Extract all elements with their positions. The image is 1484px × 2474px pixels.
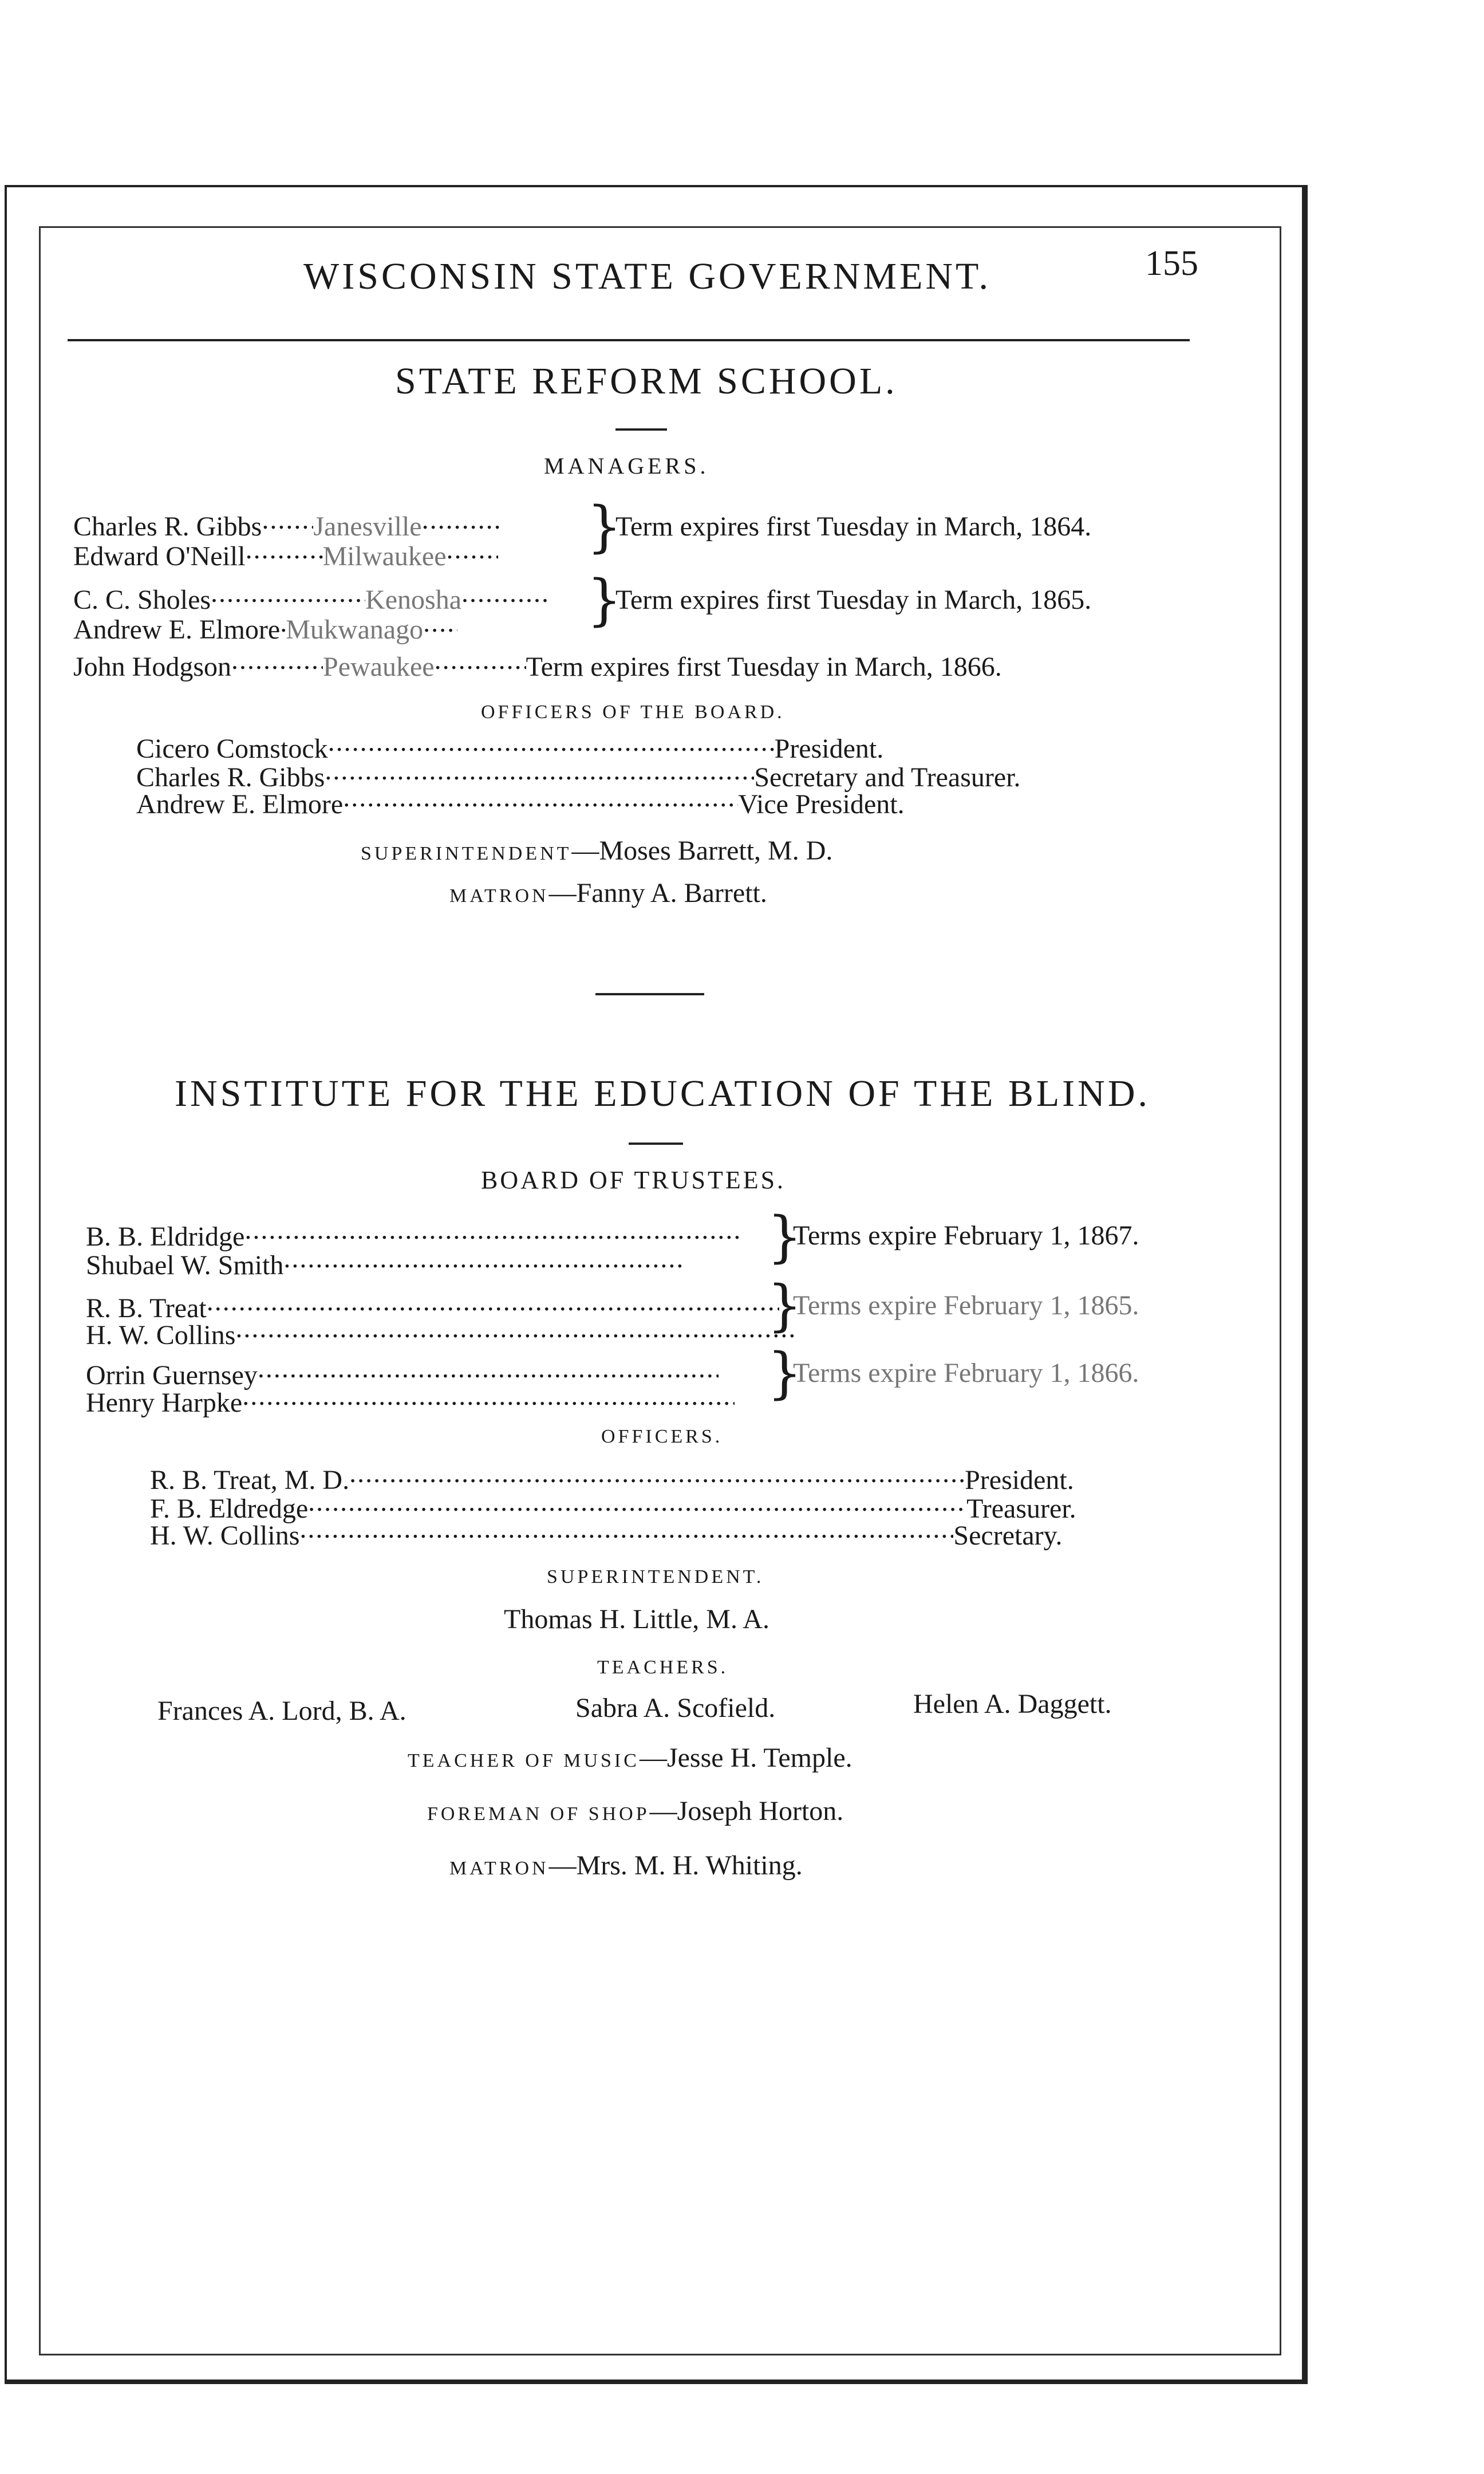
teachers-heading: TEACHERS. bbox=[597, 1657, 729, 1678]
trustee-row bbox=[86, 1243, 684, 1281]
trustee-name: Henry Harpke bbox=[86, 1388, 243, 1418]
manager-place: Mukwanago bbox=[286, 614, 424, 645]
foreman-label: FOREMAN OF SHOP bbox=[427, 1803, 650, 1825]
officer-name: Andrew E. Elmore bbox=[136, 789, 344, 820]
dot-leader bbox=[280, 607, 286, 639]
teacher-name: Helen A. Daggett. bbox=[913, 1689, 1112, 1719]
dot-leader bbox=[423, 607, 457, 639]
superintendent-label: SUPERINTENDENT bbox=[361, 843, 572, 864]
officer-title: Secretary and Treasurer. bbox=[754, 762, 1021, 793]
dot-leader bbox=[262, 504, 313, 535]
dot-leader bbox=[283, 1243, 684, 1274]
managers-heading: MANAGERS. bbox=[544, 453, 709, 479]
matron-name: —Fanny A. Barrett. bbox=[548, 878, 767, 908]
officer-title: Treasurer. bbox=[966, 1494, 1076, 1524]
dot-leader bbox=[231, 644, 323, 676]
manager-place: Janesville bbox=[313, 511, 422, 542]
officer-title: Vice President. bbox=[738, 789, 905, 820]
term-note: Term expires first Tuesday in March, 1864. bbox=[615, 511, 1092, 542]
term-note: Terms expire February 1, 1866. bbox=[793, 1358, 1139, 1388]
music-teacher-line bbox=[408, 1742, 852, 1774]
trustee-name: R. B. Treat bbox=[86, 1293, 207, 1323]
manager-name: Edward O'Neill bbox=[73, 541, 246, 572]
officer-name: Charles R. Gibbs bbox=[136, 762, 325, 793]
dot-leader bbox=[461, 577, 547, 609]
music-teacher-name: —Jesse H. Temple. bbox=[639, 1743, 852, 1773]
manager-name: Charles R. Gibbs bbox=[73, 511, 262, 542]
title-underline bbox=[629, 1143, 683, 1145]
officers-board-heading: OFFICERS OF THE BOARD. bbox=[481, 702, 785, 723]
term-note: Terms expire February 1, 1867. bbox=[793, 1220, 1139, 1251]
section-divider bbox=[595, 993, 704, 995]
dot-leader bbox=[299, 1513, 953, 1545]
officer-row bbox=[136, 782, 905, 820]
manager-name: Andrew E. Elmore bbox=[73, 614, 281, 645]
section-title-reform-school: STATE REFORM SCHOOL. bbox=[395, 360, 898, 402]
dot-leader bbox=[244, 1214, 740, 1246]
officer-title: Secretary. bbox=[953, 1520, 1063, 1551]
term-note: Terms expire February 1, 1865. bbox=[793, 1290, 1139, 1321]
trustee-row bbox=[86, 1380, 735, 1419]
dot-leader bbox=[422, 504, 502, 535]
brace: } bbox=[587, 568, 622, 632]
title-underline bbox=[615, 428, 667, 431]
manager-row bbox=[73, 644, 1002, 683]
brace: } bbox=[767, 1205, 803, 1269]
superintendent-name: —Moses Barrett, M. D. bbox=[571, 836, 833, 866]
officer-title: President. bbox=[965, 1465, 1074, 1495]
officer-name: H. W. Collins bbox=[150, 1520, 300, 1551]
trustee-name: Shubael W. Smith bbox=[86, 1250, 284, 1281]
matron-name: —Mrs. M. H. Whiting. bbox=[548, 1850, 803, 1881]
manager-name: C. C. Sholes bbox=[73, 585, 211, 615]
officer-name: R. B. Treat, M. D. bbox=[150, 1465, 350, 1495]
trustee-name: B. B. Eldridge bbox=[86, 1222, 245, 1252]
dot-leader bbox=[258, 1353, 719, 1384]
header-rule bbox=[68, 339, 1190, 341]
dot-leader bbox=[235, 1313, 796, 1344]
running-header-title: WISCONSIN STATE GOVERNMENT. bbox=[303, 255, 991, 297]
brace: } bbox=[767, 1274, 803, 1338]
manager-place: Milwaukee bbox=[322, 541, 447, 572]
trustees-heading: BOARD OF TRUSTEES. bbox=[481, 1166, 786, 1194]
dot-leader bbox=[328, 726, 775, 758]
trustee-name: Orrin Guernsey bbox=[86, 1360, 258, 1390]
trustee-name: H. W. Collins bbox=[86, 1320, 236, 1350]
term-note: Term expires first Tuesday in March, 1865. bbox=[615, 585, 1092, 615]
dot-leader bbox=[246, 534, 323, 565]
manager-place: Kenosha bbox=[365, 585, 461, 615]
dot-leader bbox=[435, 644, 526, 676]
page-number: 155 bbox=[1145, 244, 1198, 283]
music-teacher-label: TEACHER OF MUSIC bbox=[408, 1750, 640, 1771]
teacher-name: Sabra A. Scofield. bbox=[575, 1693, 776, 1723]
teacher-name: Frances A. Lord, B. A. bbox=[157, 1696, 406, 1726]
dot-leader bbox=[349, 1457, 965, 1489]
brace: } bbox=[767, 1341, 803, 1405]
dot-leader bbox=[211, 577, 365, 609]
officer-name: F. B. Eldredge bbox=[150, 1494, 309, 1524]
dot-leader bbox=[447, 534, 498, 565]
officer-name: Cicero Comstock bbox=[136, 734, 328, 764]
foreman-line bbox=[427, 1795, 843, 1827]
foreman-name: —Joseph Horton. bbox=[649, 1796, 844, 1826]
officers-heading: OFFICERS. bbox=[601, 1426, 723, 1447]
dot-leader bbox=[343, 782, 738, 813]
superintendent-line bbox=[361, 835, 832, 866]
superintendent-heading: SUPERINTENDENT. bbox=[547, 1566, 764, 1587]
brace: } bbox=[587, 495, 622, 559]
matron-line bbox=[449, 877, 767, 909]
manager-name: John Hodgson bbox=[73, 652, 232, 682]
matron-line bbox=[449, 1850, 803, 1881]
matron-label: MATRON bbox=[449, 885, 549, 907]
manager-place: Pewaukee bbox=[323, 652, 435, 682]
trustee-row bbox=[86, 1313, 796, 1351]
officer-row bbox=[150, 1513, 1063, 1551]
manager-row bbox=[73, 607, 457, 645]
matron-label: MATRON bbox=[449, 1858, 549, 1879]
manager-row bbox=[73, 534, 498, 572]
term-note: Term expires first Tuesday in March, 1866. bbox=[526, 652, 1002, 682]
section-title-blind-institute: INSTITUTE FOR THE EDUCATION OF THE BLIND. bbox=[175, 1073, 1150, 1114]
officer-title: President. bbox=[774, 734, 884, 764]
superintendent-name: Thomas H. Little, M. A. bbox=[504, 1604, 769, 1634]
dot-leader bbox=[242, 1380, 735, 1412]
